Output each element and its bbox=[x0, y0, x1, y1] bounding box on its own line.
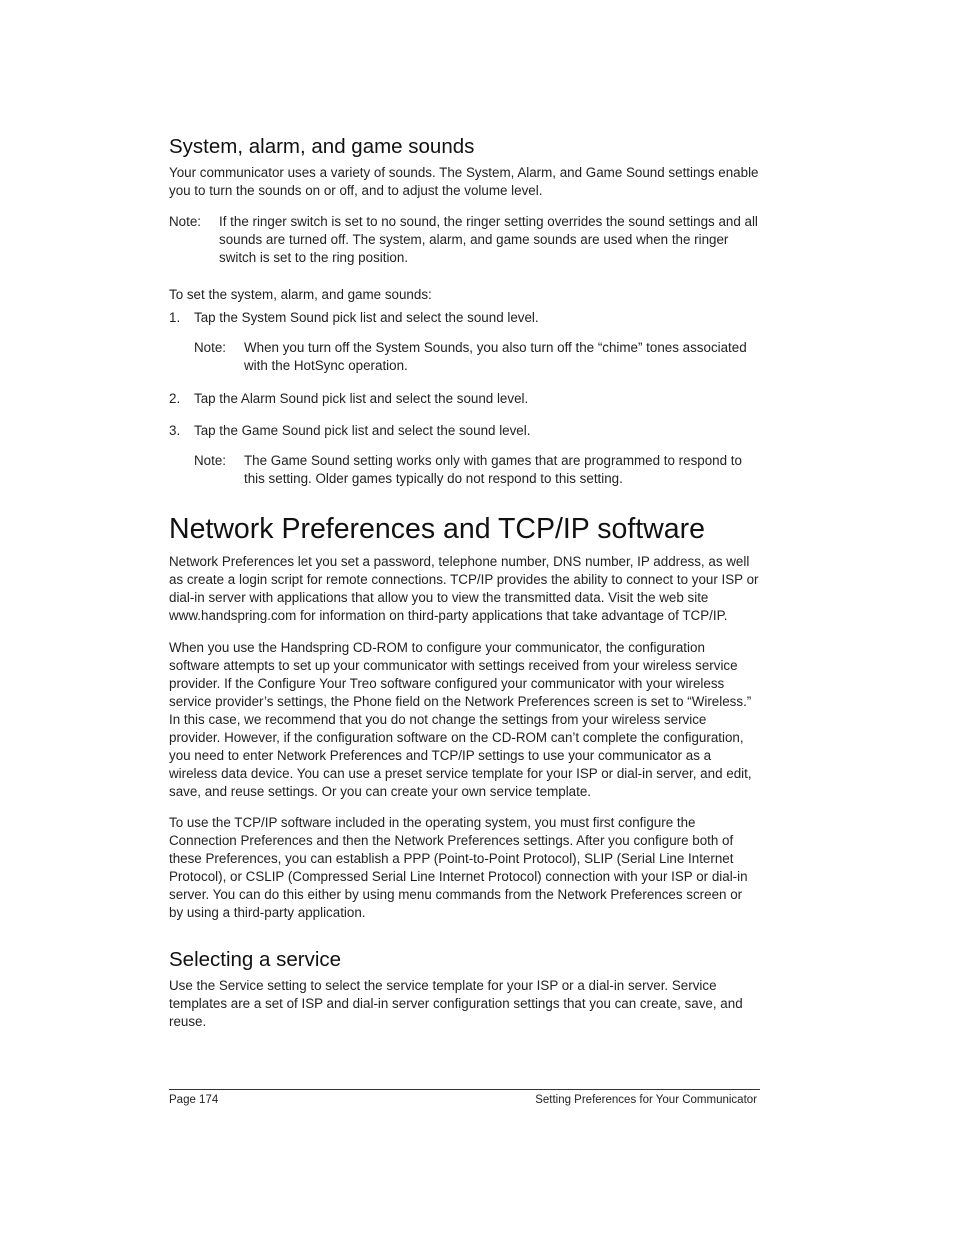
footer-rule bbox=[169, 1089, 760, 1090]
note-system-sounds bbox=[194, 339, 759, 375]
chapter-title: Setting Preferences for Your Communicator bbox=[535, 1094, 757, 1106]
section-heading-sounds: System, alarm, and game sounds bbox=[169, 135, 475, 158]
step-number: 2. bbox=[169, 391, 181, 406]
note-label: Note: bbox=[194, 340, 227, 355]
note-text: When you turn off the System Sounds, you also turn off the “chime” tones associated with the HotSync operation. bbox=[244, 340, 747, 373]
note-game-sound bbox=[194, 452, 759, 488]
service-paragraph: Use the Service setting to select the service template for your ISP or a dial-in server. Service templates are a set of ISP and dial-in server configuration settings that you can create, save, and reuse. bbox=[169, 978, 743, 1029]
note-text: The Game Sound setting works only with games that are programmed to respond to this setting. Older games typically do not respond to this setting. bbox=[244, 453, 742, 486]
note-label: Note: bbox=[194, 453, 227, 468]
network-paragraph-1: Network Preferences let you set a password, telephone number, DNS number, IP address, as well as create a login script for remote connections. TCP/IP provides the ability to connect to your ISP or dial-in server with applications that allow you to view the transmitted data. Visit the web site www.handspring.com for information on third-party applications that take advantage of TCP/IP. bbox=[169, 554, 759, 623]
step-text: Tap the Alarm Sound pick list and select the sound level. bbox=[194, 391, 529, 406]
step-number: 1. bbox=[169, 310, 181, 325]
note-label: Note: bbox=[169, 214, 202, 229]
step-text: Tap the System Sound pick list and select the sound level. bbox=[194, 310, 539, 325]
network-paragraph-3: To use the TCP/IP software included in the operating system, you must first configure the Connection Preferences and then the Network Preferences settings. After you configure both of these Preferences, you can establish a PPP (Point-to-Point Protocol), SLIP (Serial Line Internet Protocol), or CSLIP (Compressed Serial Line Internet Protocol) connection with your ISP or dial-in server. You can do this either by using menu commands from the Network Preferences screen or by using a third-party application. bbox=[169, 815, 748, 920]
sounds-intro-paragraph: Your communicator uses a variety of sounds. The System, Alarm, and Game Sound settings enable you to turn the sounds on or off, and to adjust the volume level. bbox=[169, 165, 759, 198]
document-page bbox=[169, 0, 761, 1235]
section-heading-service: Selecting a service bbox=[169, 948, 342, 971]
chapter-heading-network: Network Preferences and TCP/IP software bbox=[169, 513, 705, 545]
page-number: Page 174 bbox=[169, 1094, 219, 1106]
procedure-title: To set the system, alarm, and game sounds: bbox=[169, 287, 432, 302]
step-text: Tap the Game Sound pick list and select the sound level. bbox=[194, 423, 531, 438]
network-paragraph-2: When you use the Handspring CD-ROM to configure your communicator, the configuration software attempts to set up your communicator with settings received from your wireless service provider. If the Configure Your Treo software configured your communicator with your wireless service provider’s settings, the Phone field on the Network Preferences screen is set to “Wireless.” In this case, we recommend that you do not change the settings from your wireless service provider. However, if the configuration software on the CD-ROM can’t complete the configuration, you need to enter Network Preferences and TCP/IP settings to use your communicator as a wireless data device. You can use a preset service template for your ISP or dial-in server, and edit, save, and reuse settings. Or you can create your own service template. bbox=[169, 640, 752, 799]
note-text: If the ringer switch is set to no sound, the ringer setting overrides the sound settings and all sounds are turned off. The system, alarm, and game sounds are used when the ringer switch is set to the ring position. bbox=[219, 214, 758, 265]
step-number: 3. bbox=[169, 423, 181, 438]
note-ringer bbox=[169, 213, 759, 267]
